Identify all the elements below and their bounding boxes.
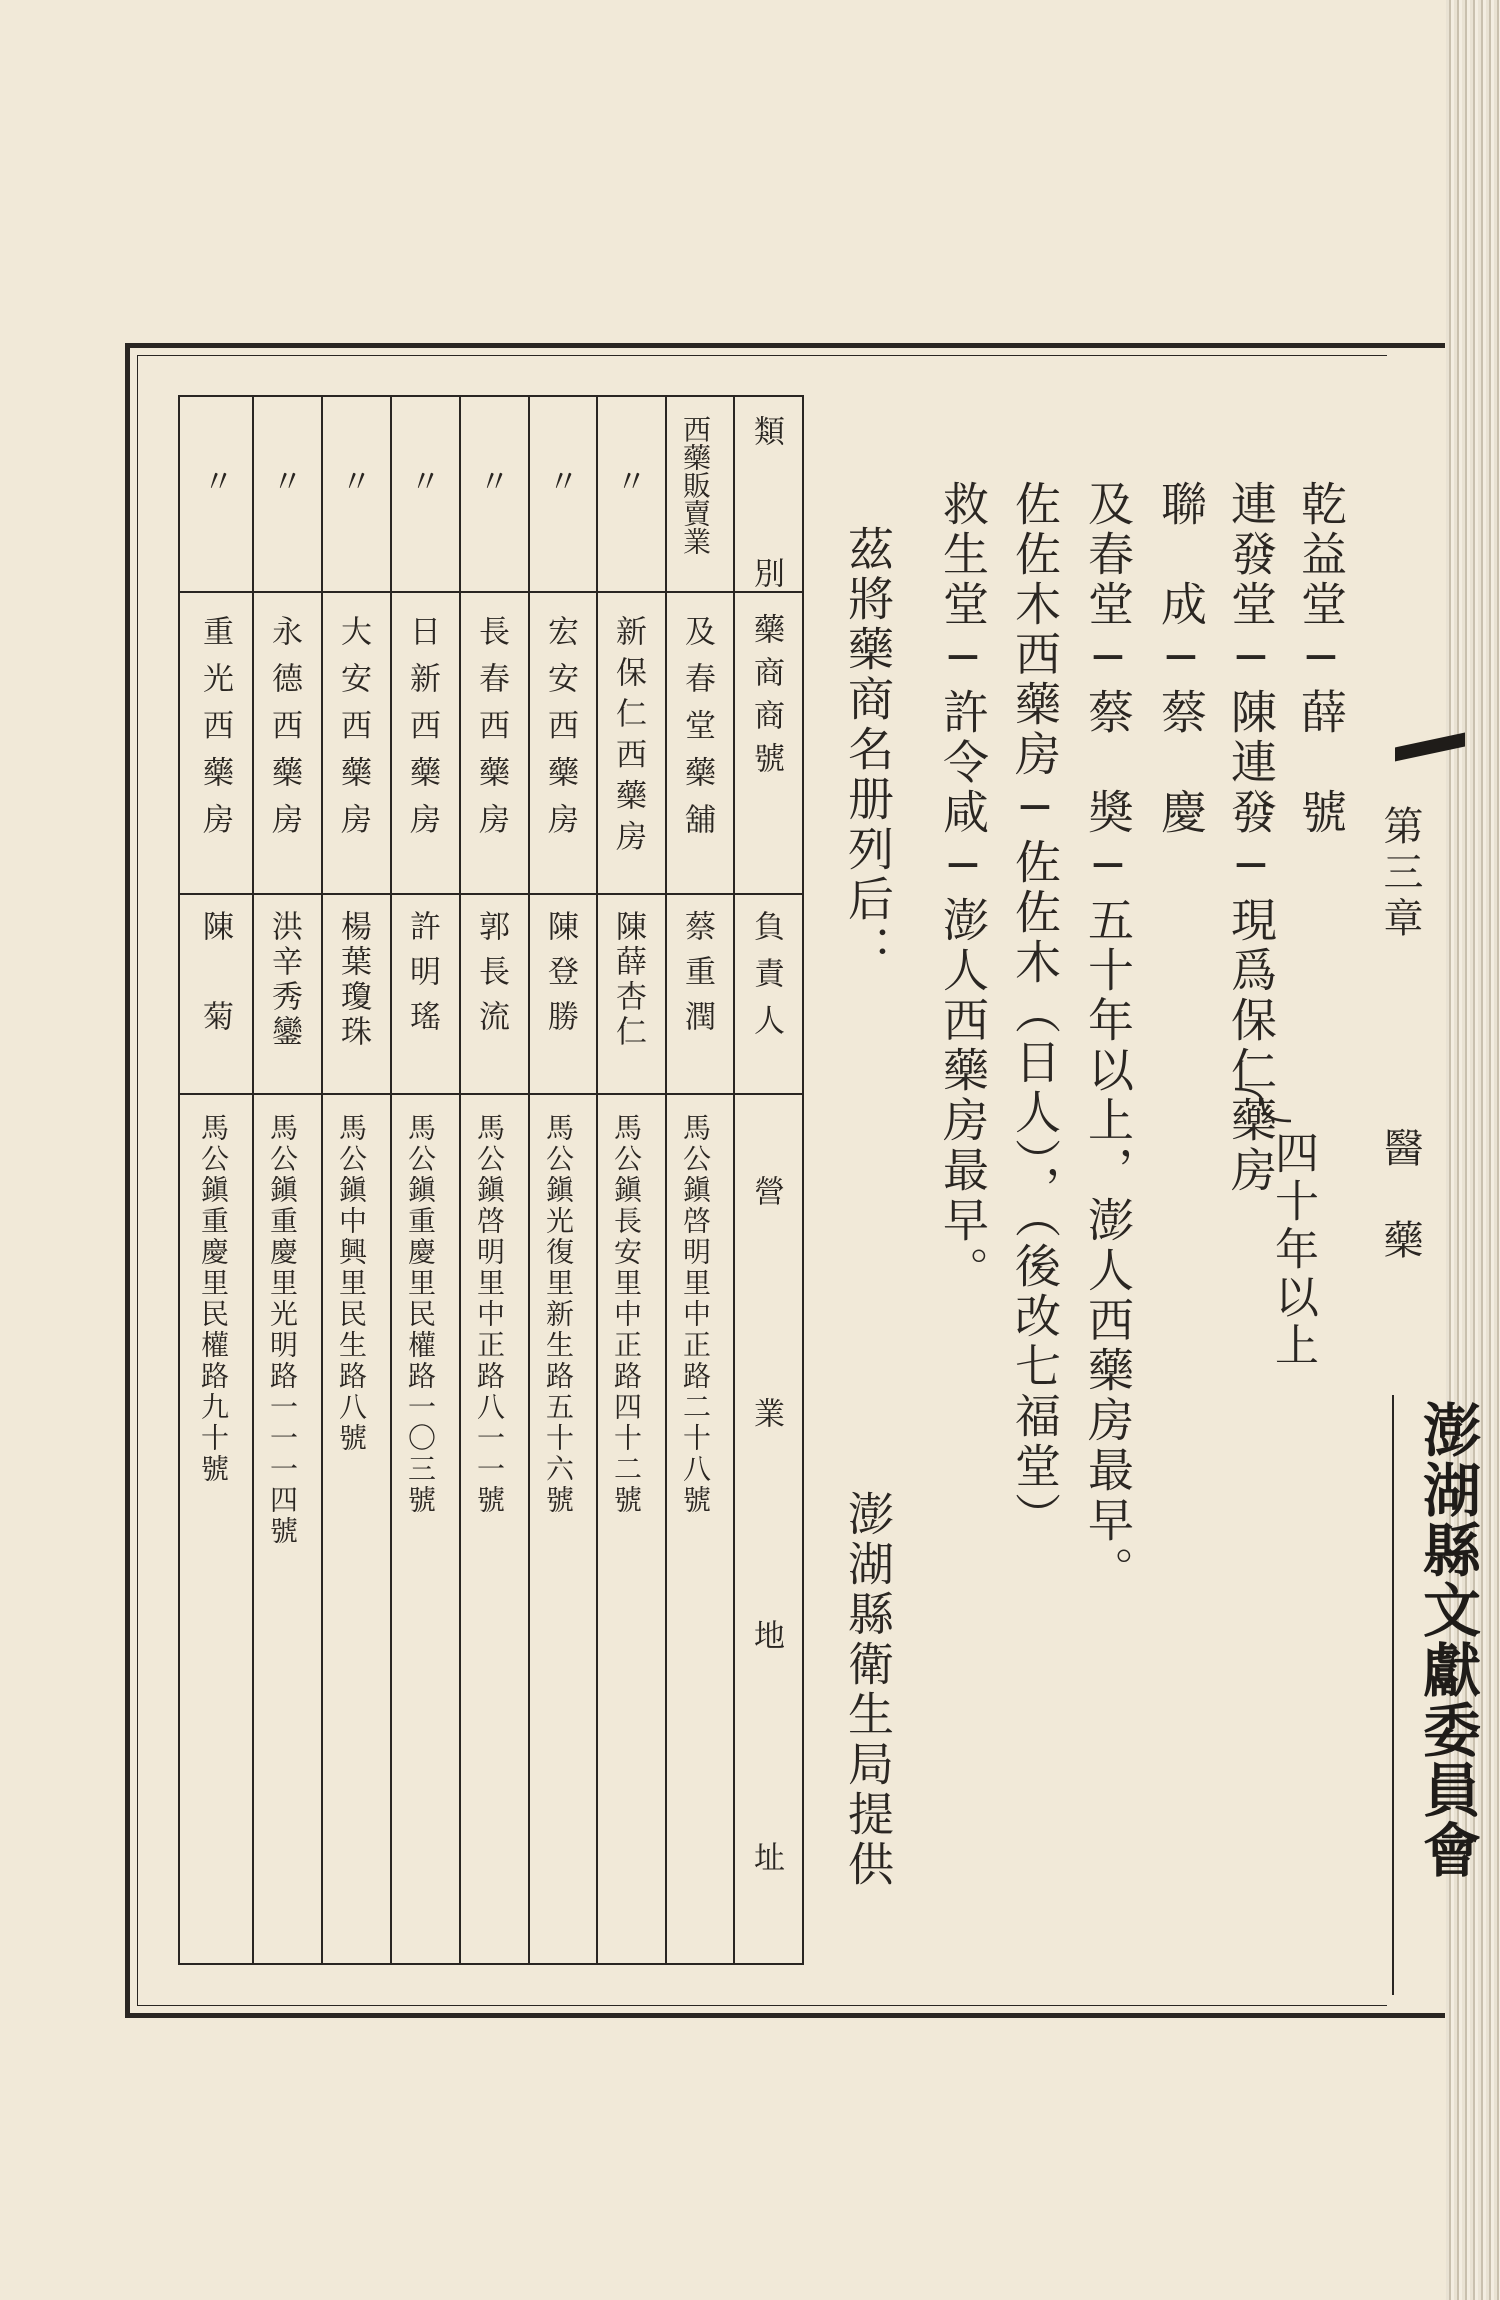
row-address: 馬公鎭長安里中正路四十二號 — [610, 1113, 643, 1516]
row-category: 〃 — [610, 465, 646, 496]
row-owner: 陳登勝 — [542, 910, 578, 1045]
body-line-3: 聯 成─蔡 慶 — [1154, 480, 1208, 838]
body-line-7: 茲將藥商名册列后： — [841, 525, 895, 975]
row-address: 馬公鎭重慶里民權路九十號 — [197, 1113, 230, 1485]
drug-dealer-table — [178, 395, 803, 1965]
row-name: 及春堂藥舖 — [679, 615, 715, 850]
chapter-section: 醫 藥 — [1377, 1127, 1423, 1265]
brace-note: 四十年以上 — [1267, 1130, 1318, 1370]
row-category: 〃 — [335, 465, 371, 496]
row-owner: 許明瑤 — [404, 910, 440, 1045]
row-name: 長春西藥房 — [473, 615, 509, 850]
row-category: 〃 — [404, 465, 440, 496]
row-name: 大安西藥房 — [335, 615, 371, 850]
row-owner: 洪辛秀鑾 — [266, 910, 302, 1050]
row-address: 馬公鎭中興里民生路八號 — [335, 1113, 368, 1454]
header-category: 類 別 — [748, 415, 784, 628]
row-owner: 楊葉瓊珠 — [335, 910, 371, 1050]
row-address: 馬公鎭光復里新生路五十六號 — [542, 1113, 575, 1516]
body-line-6: 救生堂─許令咸─澎人西藥房最早。 — [936, 480, 990, 1296]
row-name: 宏安西藥房 — [542, 615, 578, 850]
row-category: 〃 — [542, 465, 578, 496]
body-line-5: 佐佐木西藥房─佐佐木（日人），（後改七福堂） — [1008, 480, 1062, 1542]
row-address: 馬公鎭重慶里光明路一一一四號 — [266, 1113, 299, 1547]
row-name: 新保仁西藥房 — [610, 615, 646, 861]
row-address: 馬公鎭重慶里民權路一〇三號 — [404, 1113, 437, 1516]
row-owner: 陳 菊 — [197, 910, 233, 1045]
side-title: 澎湖縣文獻委員會 — [1413, 1400, 1481, 1880]
body-line-2: 連發堂─陳連發─現爲保仁藥房 — [1224, 480, 1278, 1196]
row-name: 重光西藥房 — [197, 615, 233, 850]
row-category: 〃 — [197, 465, 233, 496]
header-owner: 負責人 — [748, 910, 784, 1051]
row-category: 西藥販賣業 — [679, 415, 712, 555]
row-name: 永德西藥房 — [266, 615, 302, 850]
row-address: 馬公鎭啓明里中正路二十八號 — [679, 1113, 712, 1516]
header-name: 藥商商號 — [748, 613, 784, 785]
brace-icon — [1233, 1085, 1293, 1125]
row-owner: 陳薛杏仁 — [610, 910, 646, 1050]
row-name: 日新西藥房 — [404, 615, 440, 850]
body-line-4: 及春堂─蔡 奬─五十年以上，澎人西藥房最早。 — [1081, 480, 1135, 1596]
row-owner: 郭長流 — [473, 910, 509, 1045]
source-note: 澎湖縣衛生局提供 — [841, 1490, 895, 1890]
row-category: 〃 — [473, 465, 509, 496]
page-edge — [1446, 0, 1500, 2300]
row-category: 〃 — [266, 465, 302, 496]
header-address: 營 業 地 址 — [748, 1175, 784, 1952]
row-address: 馬公鎭啓明里中正路八一一號 — [473, 1113, 506, 1516]
row-owner: 蔡重潤 — [679, 910, 715, 1045]
body-line-1: 乾益堂─薛 號 — [1294, 480, 1348, 838]
chapter-number: 第三章 — [1377, 805, 1423, 943]
